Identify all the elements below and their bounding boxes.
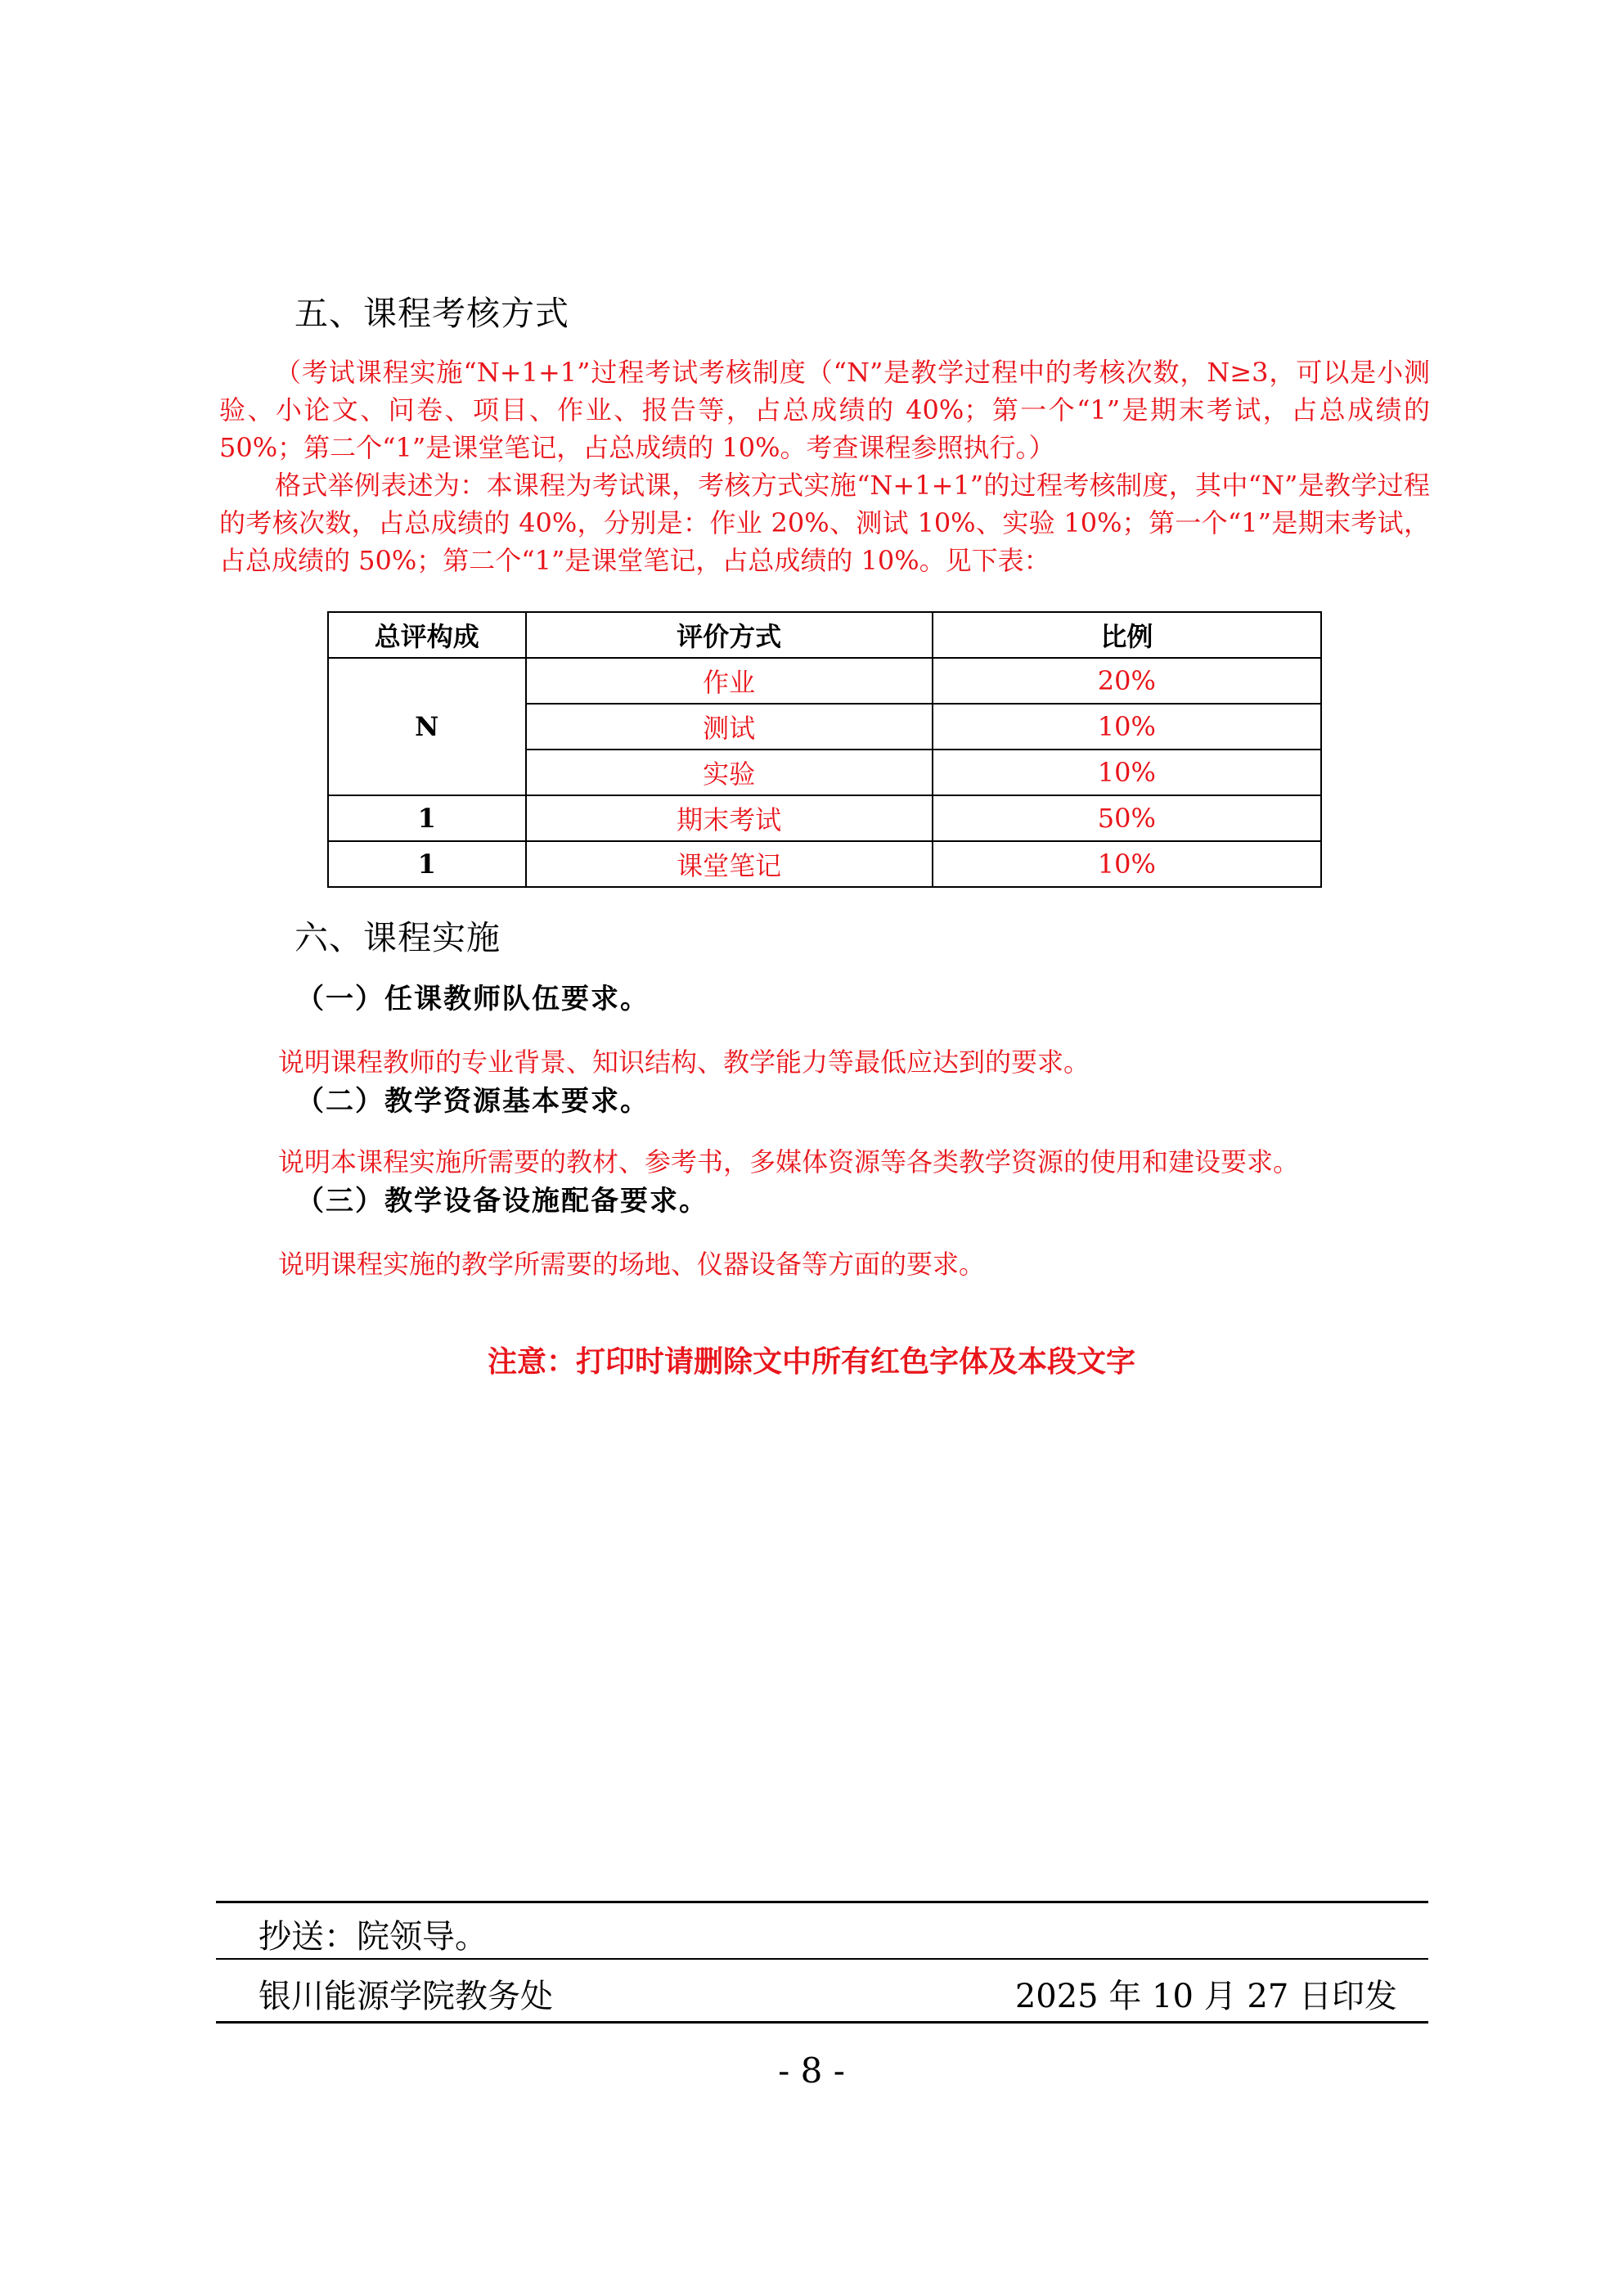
footer-top-rule: [216, 1901, 1428, 1903]
subsection-heading: （三）教学设备设施配备要求。: [296, 1185, 708, 1218]
method-cell: 课堂笔记: [526, 841, 933, 887]
ratio-cell: 10%: [933, 841, 1321, 887]
ratio-cell: 10%: [933, 750, 1321, 795]
example-text: 格式举例表述为：本课程为考试课，考核方式实施“N+1+1”的过程考核制度，其中“N”是教学过程的考核次数，占总成绩的 40%，分别是：作业 20%、测试 10%、实验 10%；第一个“1”是期末考试，占总成绩的 50%；第二个“1”是课堂笔记，占总成绩的 10%。见下表：: [219, 470, 1430, 576]
footer-bottom-rule: [216, 2021, 1428, 2024]
page-number: - 8 -: [778, 2051, 845, 2091]
instruction-text: （考试课程实施“N+1+1”过程考试考核制度（“N”是教学过程中的考核次数，N≥3，可以是小测验、小论文、问卷、项目、作业、报告等，占总成绩的 40%；第一个“1”是期末考试，占总成绩的 50%；第二个“1”是课堂笔记，占总成绩的 10%。考查课程参照执行。）: [219, 357, 1430, 463]
subsection-description: 说明课程教师的专业背景、知识结构、教学能力等最低应达到的要求。: [278, 1047, 1090, 1078]
table-row: [328, 658, 1321, 704]
subsection-description: 说明课程实施的教学所需要的场地、仪器设备等方面的要求。: [278, 1249, 986, 1280]
ratio-cell: 20%: [933, 658, 1321, 704]
cc-line: 抄送：院领导。: [259, 1918, 488, 1956]
method-cell: 实验: [526, 750, 933, 795]
header-method: 评价方式: [526, 612, 933, 658]
ratio-cell: 10%: [933, 704, 1321, 750]
subsection-heading: （一）任课教师队伍要求。: [296, 983, 650, 1015]
component-cell: N: [328, 658, 526, 795]
method-cell: 期末考试: [526, 795, 933, 841]
header-component: 总评构成: [328, 612, 526, 658]
header-ratio: 比例: [933, 612, 1321, 658]
issuer: 银川能源学院教务处: [259, 1978, 553, 2015]
section-6-title: 六、课程实施: [294, 918, 501, 957]
method-cell: 作业: [526, 658, 933, 704]
section-5-title: 五、课程考核方式: [294, 294, 569, 333]
footer-middle-rule: [216, 1958, 1428, 1960]
issue-date: 2025 年 10 月 27 日印发: [1014, 1978, 1397, 2015]
table-row: [328, 841, 1321, 887]
ratio-cell: 50%: [933, 795, 1321, 841]
table-header-row: [328, 612, 1321, 658]
table-row: [328, 795, 1321, 841]
component-cell: 1: [328, 795, 526, 841]
instruction-paragraph: [219, 353, 1430, 579]
subsection-description: 说明本课程实施所需要的教材、参考书，多媒体资源等各类教学资源的使用和建设要求。: [278, 1146, 1300, 1177]
subsection-heading: （二）教学资源基本要求。: [296, 1085, 650, 1118]
component-cell: 1: [328, 841, 526, 887]
assessment-table: [327, 611, 1322, 888]
print-note: 注意：打印时请删除文中所有红色字体及本段文字: [487, 1345, 1135, 1379]
method-cell: 测试: [526, 704, 933, 750]
